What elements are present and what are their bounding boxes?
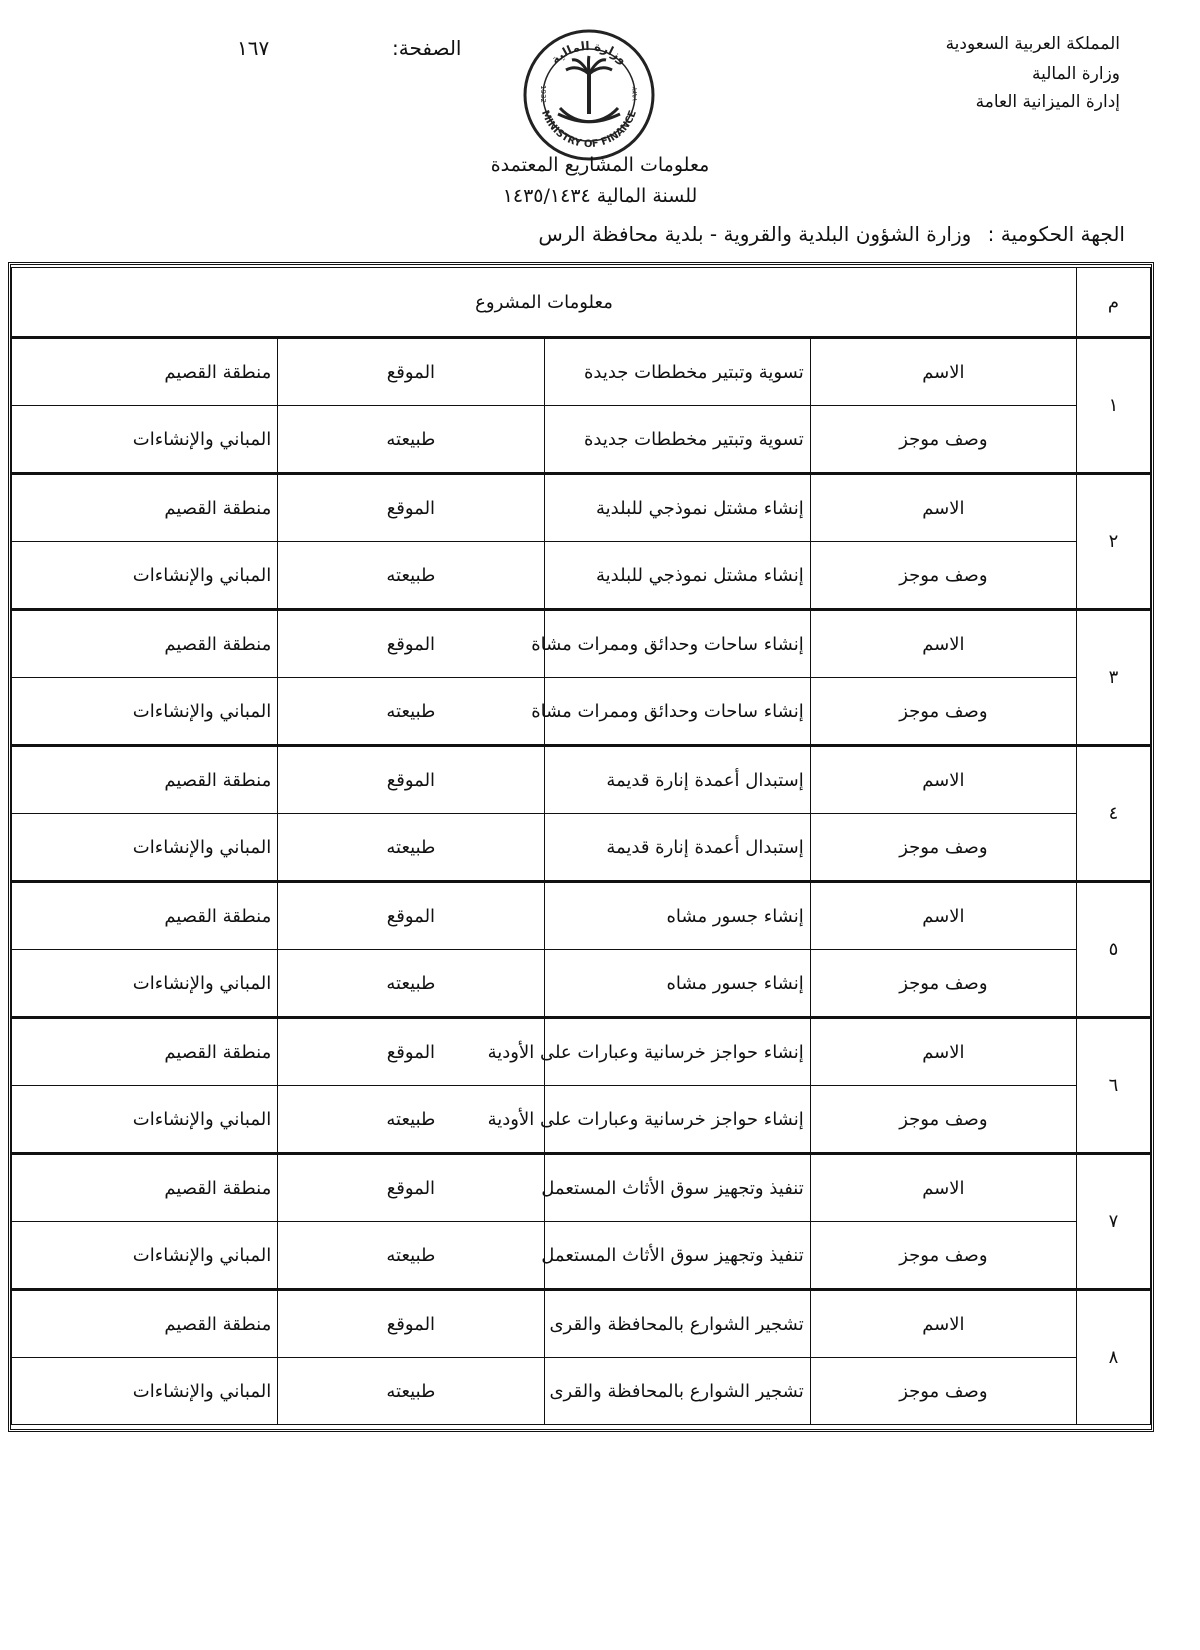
label-description: وصف موجز (810, 542, 1076, 610)
project-location: منطقة القصيم (12, 1018, 278, 1086)
label-description: وصف موجز (810, 814, 1076, 882)
project-nature: المباني والإنشاءات (12, 1086, 278, 1154)
table-row-desc (12, 678, 1151, 746)
project-location: منطقة القصيم (12, 338, 278, 406)
table-row-name (12, 746, 1151, 814)
column-header-m: م (1077, 268, 1151, 338)
row-number: ٥ (1077, 882, 1151, 1018)
project-description: إنشاء مشتل نموذجي للبلدية (544, 542, 810, 610)
project-description: تسوية وتبتير مخططات جديدة (544, 406, 810, 474)
label-name: الاسم (810, 610, 1076, 678)
project-location: منطقة القصيم (12, 474, 278, 542)
project-location: منطقة القصيم (12, 1290, 278, 1358)
logo-english-text: MINISTRY OF FINANCE (538, 108, 639, 151)
row-number: ٣ (1077, 610, 1151, 746)
label-nature: طبيعته (278, 950, 544, 1018)
government-entity-value: وزارة الشؤون البلدية والقروية - بلدية محافظة الرس (538, 222, 972, 246)
project-description: إنشاء جسور مشاه (544, 950, 810, 1018)
label-nature: طبيعته (278, 678, 544, 746)
label-description: وصف موجز (810, 1222, 1076, 1290)
page-number: ١٦٧ (237, 36, 270, 60)
row-number: ١ (1077, 338, 1151, 474)
project-nature: المباني والإنشاءات (12, 678, 278, 746)
label-description: وصف موجز (810, 950, 1076, 1018)
table-row-desc (12, 406, 1151, 474)
table-row-desc (12, 814, 1151, 882)
row-number: ٤ (1077, 746, 1151, 882)
project-nature: المباني والإنشاءات (12, 542, 278, 610)
project-nature: المباني والإنشاءات (12, 1358, 278, 1425)
label-location: الموقع (278, 1154, 544, 1222)
label-description: وصف موجز (810, 1086, 1076, 1154)
table-row-name (12, 1154, 1151, 1222)
table-row-desc (12, 1086, 1151, 1154)
label-nature: طبيعته (278, 542, 544, 610)
label-name: الاسم (810, 338, 1076, 406)
project-name: إنشاء حواجز خرسانية وعبارات على الأودية (544, 1018, 810, 1086)
fiscal-year: للسنة المالية ١٤٣٥/١٤٣٤ (502, 185, 698, 207)
document-title: معلومات المشاريع المعتمدة (490, 154, 710, 176)
projects-table (8, 262, 1154, 1432)
table-row-desc (12, 1222, 1151, 1290)
department-name: إدارة الميزانية العامة (975, 92, 1120, 112)
label-name: الاسم (810, 1290, 1076, 1358)
label-nature: طبيعته (278, 814, 544, 882)
table-row-name (12, 474, 1151, 542)
ministry-seal-logo (522, 28, 656, 162)
table-row-name (12, 1290, 1151, 1358)
project-name: إنشاء جسور مشاه (544, 882, 810, 950)
project-nature: المباني والإنشاءات (12, 1222, 278, 1290)
government-entity-label: الجهة الحكومية : (987, 222, 1125, 246)
label-location: الموقع (278, 746, 544, 814)
svg-text:MINISTRY OF FINANCE (539, 109, 639, 150)
label-name: الاسم (810, 1154, 1076, 1222)
label-description: وصف موجز (810, 678, 1076, 746)
project-location: منطقة القصيم (12, 610, 278, 678)
row-number: ٦ (1077, 1018, 1151, 1154)
project-description: إنشاء حواجز خرسانية وعبارات على الأودية (544, 1086, 810, 1154)
project-description: إستبدال أعمدة إنارة قديمة (544, 814, 810, 882)
label-name: الاسم (810, 746, 1076, 814)
label-name: الاسم (810, 1018, 1076, 1086)
row-number: ٢ (1077, 474, 1151, 610)
label-location: الموقع (278, 1290, 544, 1358)
kingdom-name: المملكة العربية السعودية (945, 34, 1120, 54)
page-label: الصفحة: (392, 36, 462, 60)
table-row-desc (12, 950, 1151, 1018)
logo-year-right: ١٩٣٢ (631, 86, 639, 102)
logo-year-left: 1932 (539, 85, 547, 103)
project-nature: المباني والإنشاءات (12, 406, 278, 474)
government-entity-line (538, 222, 1125, 246)
project-name: تنفيذ وتجهيز سوق الأثاث المستعمل (544, 1154, 810, 1222)
project-description: تنفيذ وتجهيز سوق الأثاث المستعمل (544, 1222, 810, 1290)
row-number: ٧ (1077, 1154, 1151, 1290)
project-nature: المباني والإنشاءات (12, 814, 278, 882)
table-row-name (12, 338, 1151, 406)
label-location: الموقع (278, 474, 544, 542)
logo-arabic-text: وزارة المالية (548, 38, 630, 67)
project-description: تشجير الشوارع بالمحافظة والقرى (544, 1358, 810, 1425)
table-row-desc (12, 542, 1151, 610)
project-name: إستبدال أعمدة إنارة قديمة (544, 746, 810, 814)
project-name: تشجير الشوارع بالمحافظة والقرى (544, 1290, 810, 1358)
label-location: الموقع (278, 338, 544, 406)
project-name: تسوية وتبتير مخططات جديدة (544, 338, 810, 406)
label-nature: طبيعته (278, 1086, 544, 1154)
label-location: الموقع (278, 882, 544, 950)
label-description: وصف موجز (810, 406, 1076, 474)
label-nature: طبيعته (278, 406, 544, 474)
label-location: الموقع (278, 1018, 544, 1086)
column-header-project-info: معلومات المشروع (12, 268, 1077, 338)
row-number: ٨ (1077, 1290, 1151, 1425)
project-name: إنشاء مشتل نموذجي للبلدية (544, 474, 810, 542)
project-name: إنشاء ساحات وحدائق وممرات مشاة (544, 610, 810, 678)
project-nature: المباني والإنشاءات (12, 950, 278, 1018)
table-row-name (12, 1018, 1151, 1086)
project-location: منطقة القصيم (12, 882, 278, 950)
table-row-desc (12, 1358, 1151, 1425)
label-location: الموقع (278, 610, 544, 678)
project-location: منطقة القصيم (12, 1154, 278, 1222)
table-row-name (12, 610, 1151, 678)
project-location: منطقة القصيم (12, 746, 278, 814)
table-row-name (12, 882, 1151, 950)
label-description: وصف موجز (810, 1358, 1076, 1425)
table-header-row (12, 268, 1151, 338)
label-name: الاسم (810, 882, 1076, 950)
label-nature: طبيعته (278, 1222, 544, 1290)
ministry-name: وزارة المالية (1032, 64, 1120, 84)
label-name: الاسم (810, 474, 1076, 542)
project-description: إنشاء ساحات وحدائق وممرات مشاة (544, 678, 810, 746)
label-nature: طبيعته (278, 1358, 544, 1425)
